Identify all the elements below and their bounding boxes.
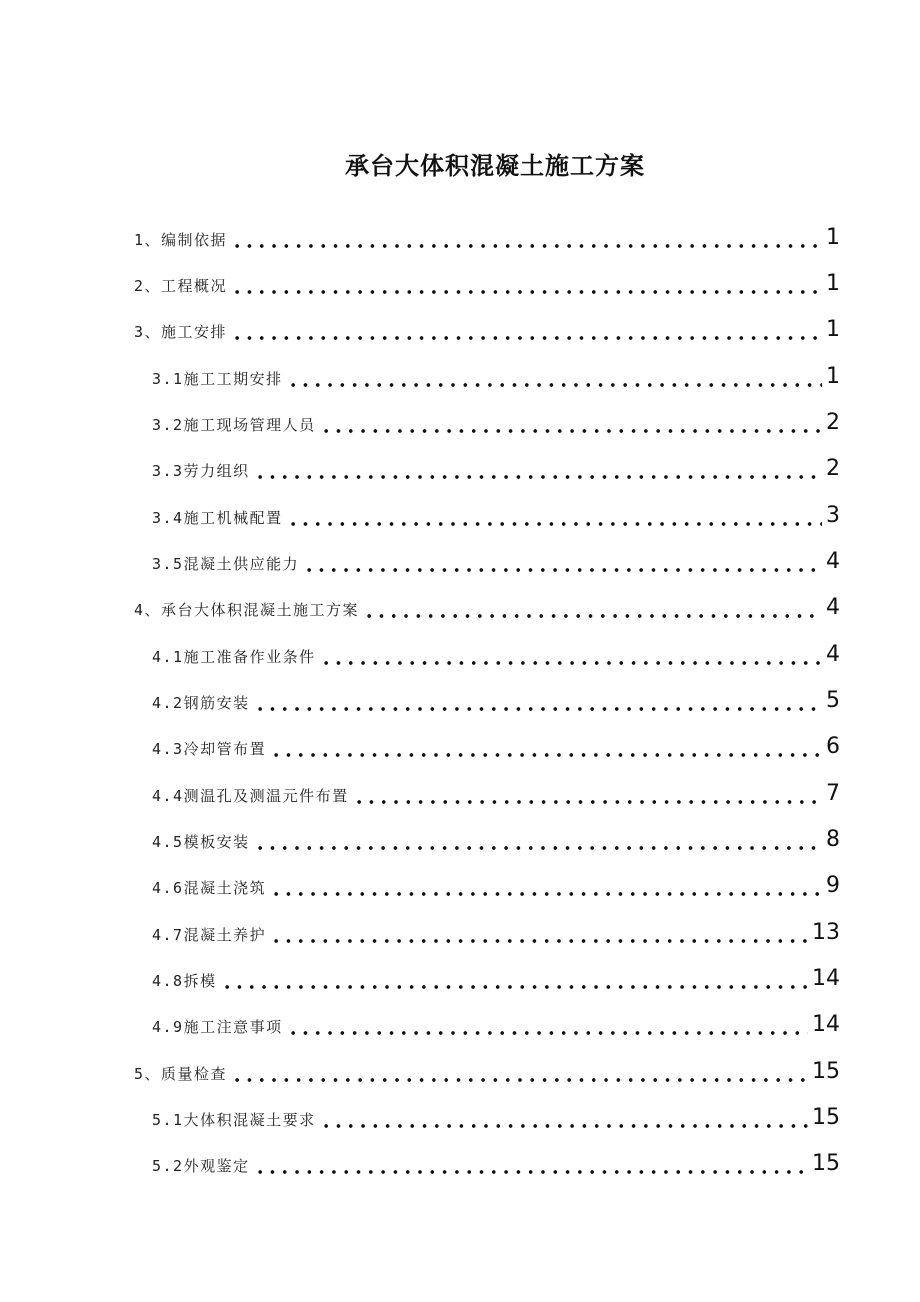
- toc-dot-leader: [363, 599, 822, 621]
- toc-entry[interactable]: [0, 916, 840, 946]
- toc-entry[interactable]: [0, 1008, 840, 1038]
- toc-entry-page: 2: [826, 456, 840, 481]
- toc-entry-page: 15: [812, 1151, 840, 1176]
- toc-entry[interactable]: [0, 591, 840, 621]
- toc-entry[interactable]: [0, 221, 840, 251]
- toc-entry-page: 1: [826, 225, 840, 250]
- toc-entry-page: 14: [812, 1012, 840, 1037]
- toc-dot-leader: [353, 785, 822, 807]
- toc-entry-page: 1: [826, 364, 840, 389]
- toc-entry[interactable]: [0, 869, 840, 899]
- toc-entry-label: 5、质量检查: [134, 1065, 228, 1083]
- toc-entry-label: 5.2外观鉴定: [152, 1157, 250, 1175]
- toc-entry-label: 3.3劳力组织: [152, 462, 250, 480]
- toc-dot-leader: [221, 970, 808, 992]
- toc-entry-label: 4.6混凝土浇筑: [152, 879, 267, 897]
- toc-entry-page: 1: [826, 271, 840, 296]
- toc-entry-label: 4.7混凝土养护: [152, 926, 267, 944]
- toc-dot-leader: [270, 924, 808, 946]
- toc-entry[interactable]: [0, 313, 840, 343]
- toc-entry-label: 4.2钢筋安装: [152, 694, 250, 712]
- toc-dot-leader: [287, 507, 822, 529]
- document-title: 承台大体积混凝土施工方案: [345, 151, 645, 180]
- toc-entry-page: 3: [826, 503, 840, 528]
- toc-dot-leader: [303, 553, 822, 575]
- toc-entry-page: 15: [812, 1059, 840, 1084]
- toc-entry-label: 5.1大体积混凝土要求: [152, 1111, 316, 1129]
- toc-entry[interactable]: [0, 1055, 840, 1085]
- toc-entry-page: 8: [826, 827, 840, 852]
- toc-entry-page: 9: [826, 873, 840, 898]
- toc-entry-label: 4.5模板安装: [152, 833, 250, 851]
- toc-entry-page: 13: [812, 920, 840, 945]
- toc-entry-label: 3、施工安排: [134, 323, 228, 341]
- toc-dot-leader: [231, 229, 822, 251]
- toc-entry-page: 7: [826, 781, 840, 806]
- toc-dot-leader: [287, 1016, 808, 1038]
- toc-entry[interactable]: [0, 777, 840, 807]
- toc-entry-label: 4.9施工注意事项: [152, 1018, 283, 1036]
- toc-dot-leader: [254, 460, 822, 482]
- toc-entry-label: 1、编制依据: [134, 231, 228, 249]
- toc-dot-leader: [254, 692, 822, 714]
- toc-dot-leader: [231, 321, 822, 343]
- toc-entry-label: 4、承台大体积混凝土施工方案: [134, 601, 360, 619]
- toc-entry[interactable]: [0, 638, 840, 668]
- toc-entry-page: 4: [826, 549, 840, 574]
- toc-entry-page: 14: [812, 966, 840, 991]
- toc-dot-leader: [270, 877, 822, 899]
- toc-entry-label: 3.1施工工期安排: [152, 370, 283, 388]
- toc-entry[interactable]: [0, 1101, 840, 1131]
- toc-entry-page: 4: [826, 642, 840, 667]
- toc-dot-leader: [320, 414, 822, 436]
- toc-entry-page: 5: [826, 688, 840, 713]
- toc-entry-page: 4: [826, 595, 840, 620]
- toc-dot-leader: [320, 1109, 808, 1131]
- toc-entry-label: 2、工程概况: [134, 277, 228, 295]
- toc-entry[interactable]: [0, 267, 840, 297]
- toc-entry[interactable]: [0, 684, 840, 714]
- toc-entry-label: 4.1施工准备作业条件: [152, 648, 316, 666]
- toc-entry[interactable]: [0, 545, 840, 575]
- toc-dot-leader: [270, 738, 822, 760]
- toc-entry[interactable]: [0, 730, 840, 760]
- toc-entry[interactable]: [0, 962, 840, 992]
- toc-entry-label: 3.2施工现场管理人员: [152, 416, 316, 434]
- toc-entry[interactable]: [0, 360, 840, 390]
- toc-dot-leader: [254, 1155, 808, 1177]
- toc-entry-label: 3.4施工机械配置: [152, 509, 283, 527]
- toc-entry[interactable]: [0, 406, 840, 436]
- toc-entry[interactable]: [0, 499, 840, 529]
- toc-entry-label: 4.8拆模: [152, 972, 217, 990]
- toc-dot-leader: [231, 275, 822, 297]
- toc-entry-label: 4.4测温孔及测温元件布置: [152, 787, 349, 805]
- toc-entry-page: 1: [826, 317, 840, 342]
- toc-entry-label: 3.5混凝土供应能力: [152, 555, 300, 573]
- toc-dot-leader: [287, 368, 822, 390]
- toc-entry[interactable]: [0, 823, 840, 853]
- toc-entry[interactable]: [0, 452, 840, 482]
- toc-entry[interactable]: [0, 1147, 840, 1177]
- toc-entry-page: 6: [826, 734, 840, 759]
- toc-entry-label: 4.3冷却管布置: [152, 740, 267, 758]
- toc-entry-page: 15: [812, 1105, 840, 1130]
- toc-dot-leader: [254, 831, 822, 853]
- toc-dot-leader: [320, 646, 822, 668]
- toc-entry-page: 2: [826, 410, 840, 435]
- toc-dot-leader: [231, 1063, 808, 1085]
